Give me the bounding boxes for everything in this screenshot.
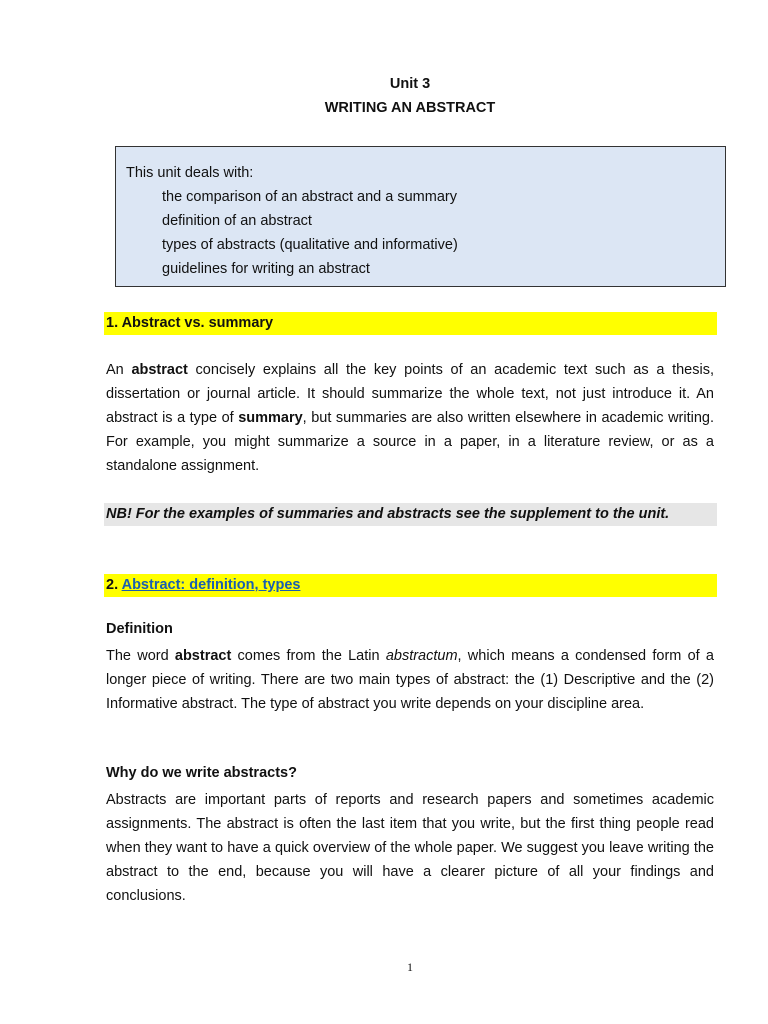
bold-term-abstract: abstract	[174, 648, 232, 664]
text-run: The word	[106, 648, 175, 664]
overview-item: definition of an abstract	[162, 213, 312, 229]
document-title: WRITING AN ABSTRACT	[324, 100, 496, 116]
nb-note: NB! For the examples of summaries and abstracts see the supplement to the unit.	[104, 503, 717, 526]
section-1-heading: 1. Abstract vs. summary	[104, 312, 717, 335]
text-run: , which means a condensed form of a longer piece of writing. There are two main types of abstract: the (1) Descriptive and the (2) Informative abstract. The type of abstract you write depends on your discipline area.	[106, 648, 714, 712]
text-run: concisely explains all the key points of an academic text such as a thesis, dissertation or journal article. It should summarize the whole text, not just introduce it. An abstract is a type of	[106, 362, 714, 426]
why-text: Abstracts are important parts of reports and research papers and sometimes academic assignments. The abstract is often the last item that you write, but the first thing people read when they want to have a quick overview of the whole paper. We suggest you leave writing the abstract to the end, because you will have a clearer picture of all your findings and conclusions.	[106, 792, 714, 904]
why-paragraph	[106, 788, 714, 908]
section-2-heading-link[interactable]: Abstract: definition, types	[121, 577, 301, 593]
text-run: comes from the Latin	[231, 648, 386, 664]
section-2-number: 2.	[106, 577, 122, 593]
page-number: 1	[407, 960, 413, 974]
unit-label: Unit 3	[389, 76, 431, 92]
definition-heading: Definition	[106, 621, 173, 637]
overview-intro: This unit deals with:	[126, 165, 254, 181]
overview-item: guidelines for writing an abstract	[162, 261, 370, 277]
definition-paragraph	[106, 644, 714, 716]
text-run: , but summaries are also written elsewhere in academic writing. For example, you might summarize a source in a paper, in a literature review, or as a standalone assignment.	[106, 410, 714, 474]
why-heading: Why do we write abstracts?	[106, 765, 297, 781]
overview-item: the comparison of an abstract and a summary	[162, 189, 457, 205]
bold-term-summary: summary	[238, 410, 303, 426]
bold-term-abstract: abstract	[131, 362, 188, 378]
overview-item: types of abstracts (qualitative and informative)	[162, 237, 458, 253]
text-run: An	[106, 362, 132, 378]
italic-term-abstractum: abstractum	[385, 648, 458, 664]
unit-overview-box	[115, 146, 726, 287]
section-1-paragraph	[106, 358, 714, 478]
section-2-heading	[104, 574, 717, 597]
